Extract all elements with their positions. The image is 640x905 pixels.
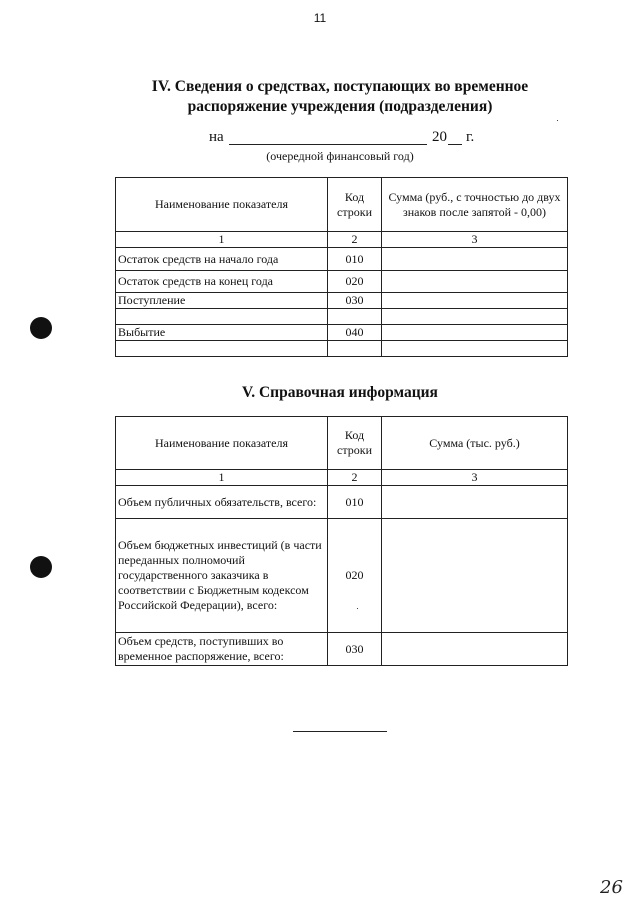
row-sum <box>382 271 568 293</box>
section-4-title-line-2: распоряжение учреждения (подразделения) <box>187 98 493 115</box>
row-name: Выбытие <box>116 325 328 341</box>
row-sum <box>382 325 568 341</box>
header-code: Код строки <box>328 178 382 232</box>
row-code: 030 <box>328 293 382 309</box>
table-row <box>116 486 568 519</box>
header-name: Наименование показателя <box>116 178 328 232</box>
row-code: 040 <box>328 325 382 341</box>
reference-table <box>115 416 568 666</box>
table-row <box>116 248 568 271</box>
header-name: Наименование показателя <box>116 417 328 470</box>
column-number: 3 <box>382 470 568 486</box>
header-sum: Сумма (руб., с точностью до двух знаков после запятой - 0,00) <box>382 178 568 232</box>
table-row <box>116 633 568 666</box>
funds-table-header-row <box>116 178 568 232</box>
row-sum <box>382 293 568 309</box>
header-sum: Сумма (тыс. руб.) <box>382 417 568 470</box>
row-sum <box>382 519 568 633</box>
year-suffix: г. <box>466 129 475 145</box>
column-number-row <box>116 470 568 486</box>
separator-line <box>293 731 387 732</box>
punch-hole-top <box>30 317 52 339</box>
header-code: Код строки <box>328 417 382 470</box>
row-sum <box>382 341 568 357</box>
punch-hole-bottom <box>30 556 52 578</box>
section-5-title: V. Справочная информация <box>242 384 438 401</box>
reference-table-header-row <box>116 417 568 470</box>
column-number: 1 <box>116 232 328 248</box>
page-number: 11 <box>313 11 327 25</box>
column-number-row <box>116 232 568 248</box>
row-code: 020 <box>328 271 382 293</box>
row-code: 010 <box>328 248 382 271</box>
table-row <box>116 519 568 633</box>
funds-table <box>115 177 568 357</box>
section-4-title-line-1: IV. Сведения о средствах, поступающих во временное <box>151 78 529 95</box>
row-name: Остаток средств на начало года <box>116 248 328 271</box>
row-code: 010 <box>328 486 382 519</box>
row-sum <box>382 309 568 325</box>
column-number: 3 <box>382 232 568 248</box>
table-row <box>116 309 568 325</box>
table-row <box>116 341 568 357</box>
row-code: 020 <box>328 519 382 633</box>
table-row <box>116 325 568 341</box>
row-name <box>116 341 328 357</box>
year-prefix: 20 <box>432 129 447 145</box>
column-number: 2 <box>328 232 382 248</box>
date-prefix: на <box>209 129 224 145</box>
row-code: 030 <box>328 633 382 666</box>
date-caption: (очередной финансовый год) <box>266 149 414 163</box>
row-code <box>328 341 382 357</box>
row-sum <box>382 486 568 519</box>
scan-speck <box>557 120 558 121</box>
handwritten-page-number: 26 <box>600 877 623 898</box>
row-sum <box>382 633 568 666</box>
section-4-title <box>100 77 580 117</box>
row-name: Объем бюджетных инвестиций (в части переданных полномочий государственного заказчика в соответствии с Бюджетным кодексом Российской Федерации), всего: <box>116 519 328 633</box>
row-name: Объем публичных обязательств, всего: <box>116 486 328 519</box>
row-name: Объем средств, поступивших во временное распоряжение, всего: <box>116 633 328 666</box>
table-row <box>116 293 568 309</box>
date-blank <box>229 144 427 145</box>
column-number: 2 <box>328 470 382 486</box>
row-name: Поступление <box>116 293 328 309</box>
column-number: 1 <box>116 470 328 486</box>
row-name <box>116 309 328 325</box>
table-row <box>116 271 568 293</box>
year-blank <box>448 144 462 145</box>
row-name: Остаток средств на конец года <box>116 271 328 293</box>
row-code <box>328 309 382 325</box>
row-sum <box>382 248 568 271</box>
scan-speck <box>357 608 358 609</box>
